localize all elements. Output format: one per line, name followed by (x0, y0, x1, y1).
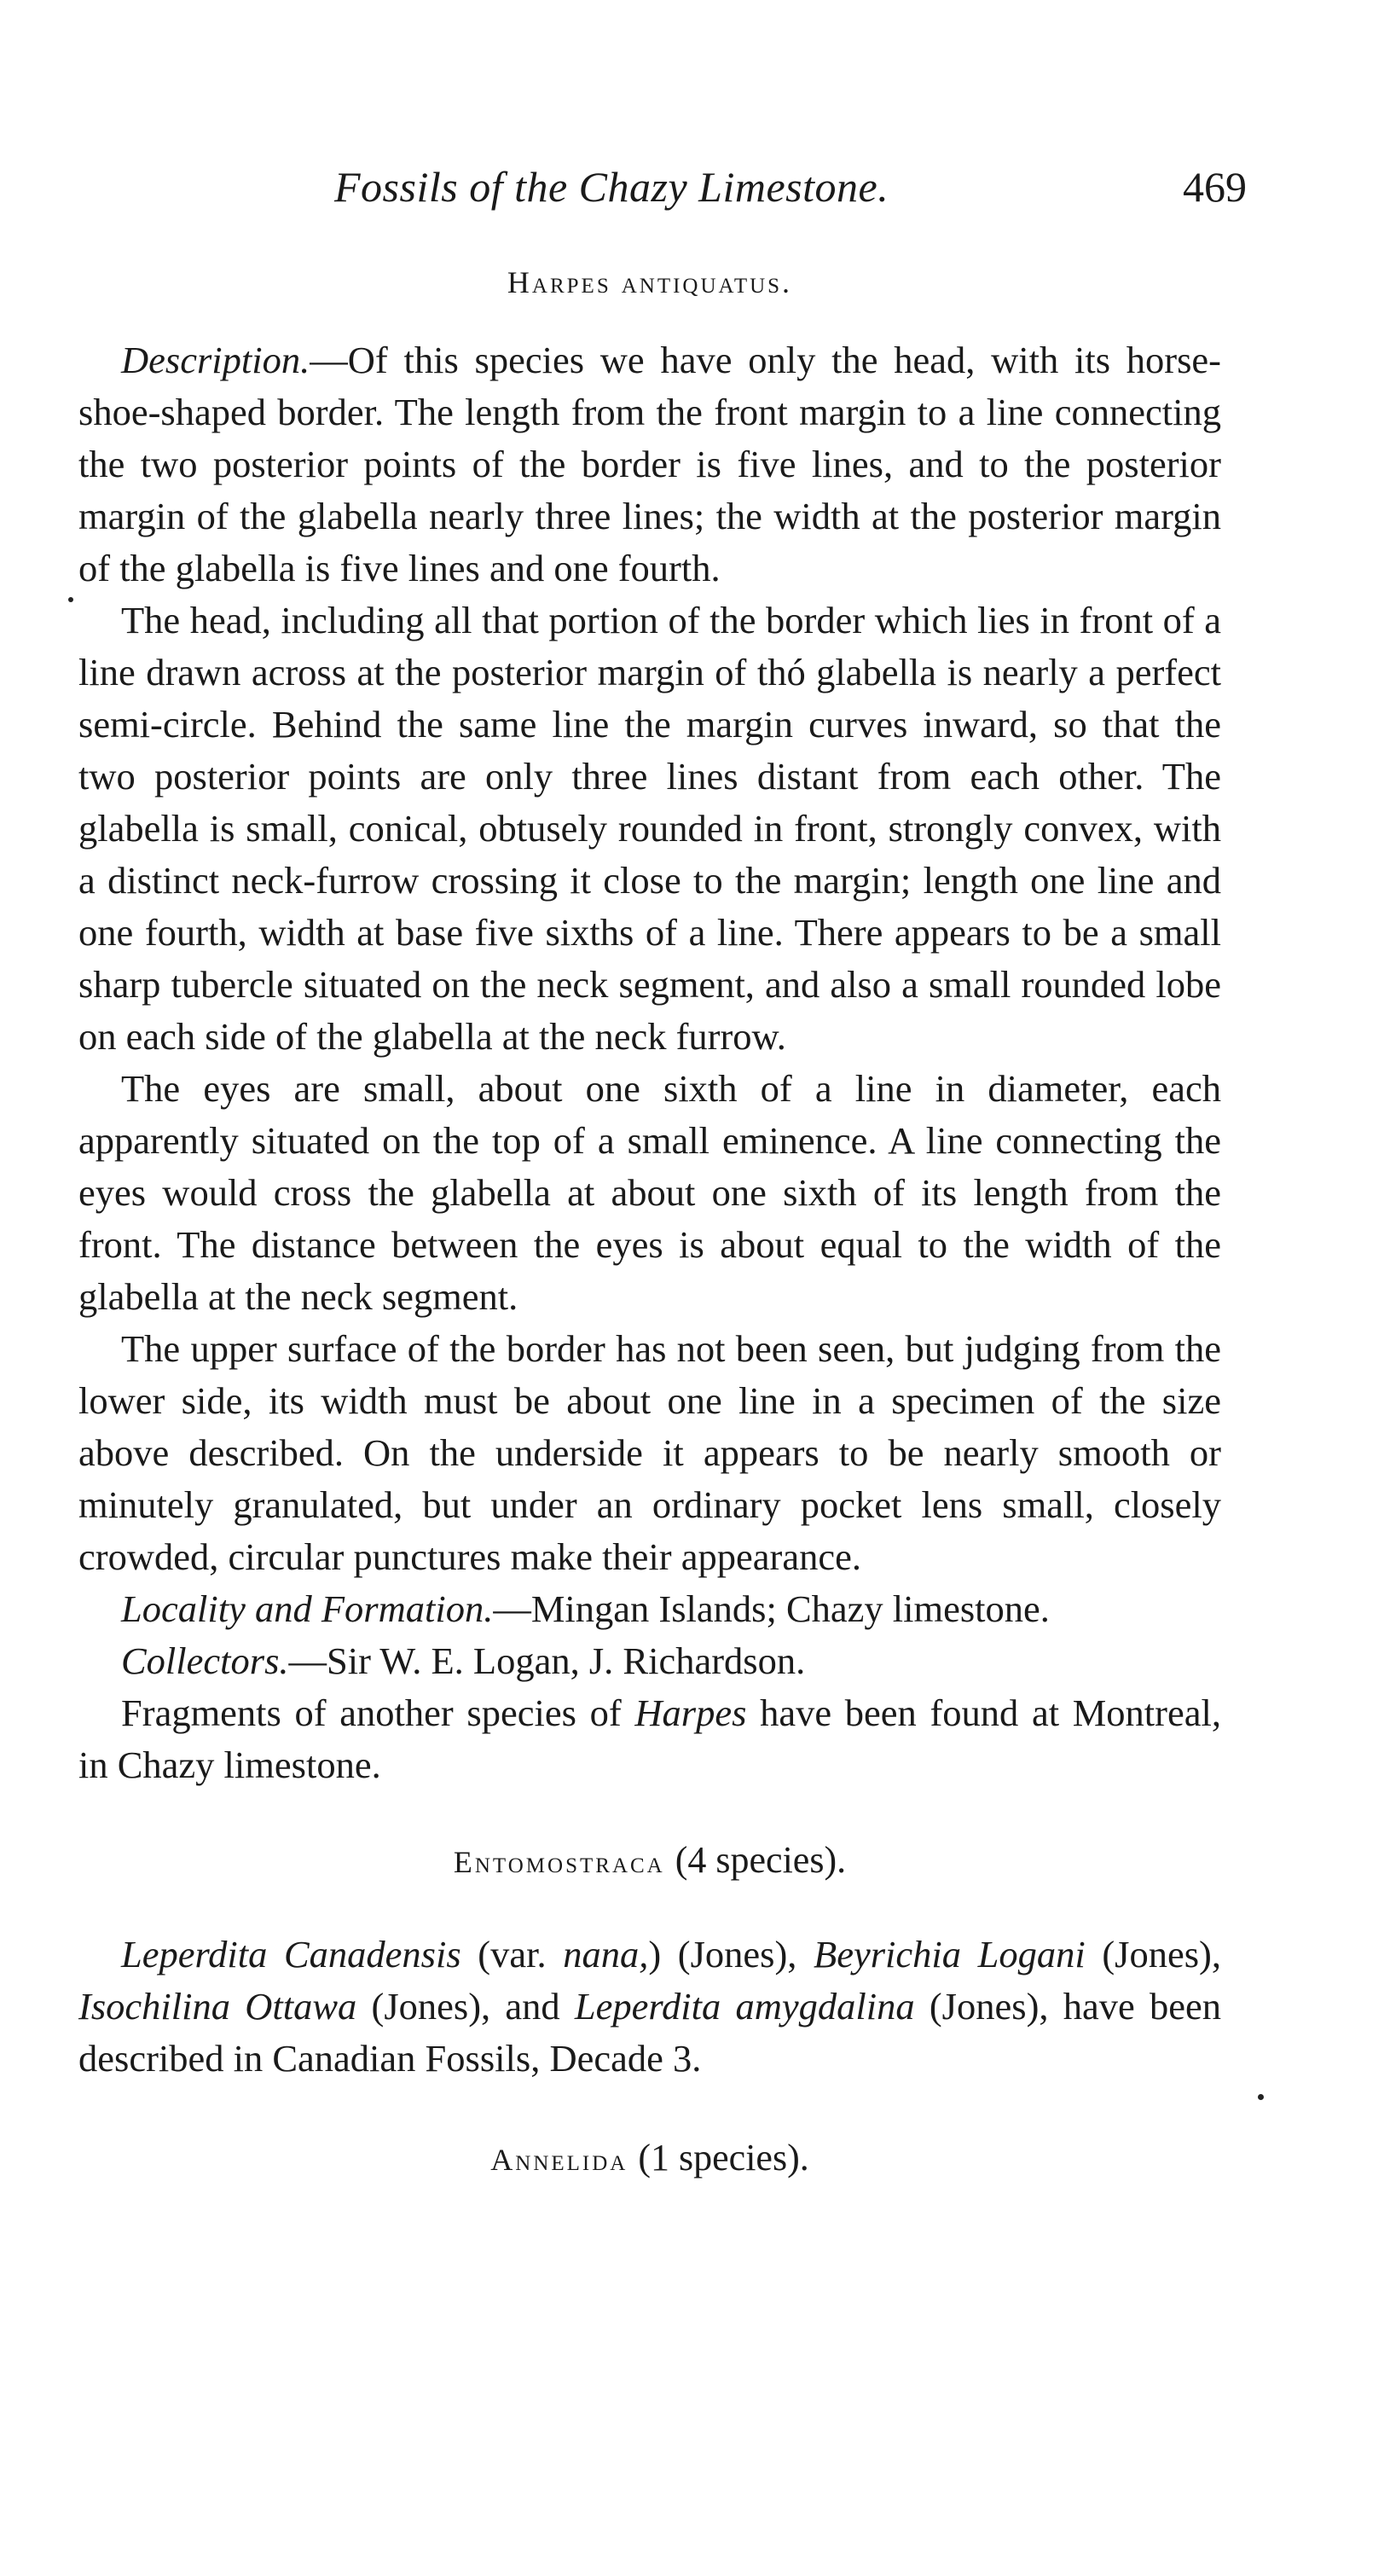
page-number: 469 (1183, 163, 1247, 211)
species-3: Isochilina Ottawa (78, 1985, 357, 2028)
harpes-title: Harpes antiquatus. (507, 265, 793, 299)
fragments-paragraph (78, 1687, 1221, 1791)
species-1-var: nana, (563, 1933, 649, 1976)
species-2-after: (Jones), (1085, 1933, 1221, 1976)
description-paragraph (78, 334, 1221, 595)
species-2: Beyrichia Logani (814, 1933, 1086, 1976)
section-heading-entomostraca (78, 1838, 1221, 1882)
section-heading-harpes (78, 264, 1221, 300)
species-3-after: (Jones), and (356, 1985, 575, 2028)
page-body (78, 162, 1247, 2213)
section-heading-annelida (78, 2136, 1221, 2179)
locality-paragraph (78, 1583, 1221, 1635)
running-head (78, 162, 1247, 239)
collectors-paragraph (78, 1635, 1221, 1687)
fragments-genus: Harpes (634, 1691, 747, 1734)
description-label: Description. (121, 339, 310, 381)
annelida-title: Annelida (490, 2143, 628, 2177)
locality-label: Locality and Formation. (121, 1587, 494, 1630)
entomostraca-count: (4 species). (675, 1839, 847, 1881)
locality-text: —Mingan Islands; Chazy limestone. (493, 1587, 1050, 1630)
surface-paragraph: The upper surface of the border has not been seen, but judging from the lower side, its width must be about one line in a specimen of the size above described. On the underside it appears to be nearly smooth or minutely granulated, but under an ordinary pocket lens small, closely crowded, circular punctures make their appearance. (78, 1327, 1221, 1578)
eyes-paragraph: The eyes are small, about one sixth of a line in diameter, each apparently situated on the top of a small eminence. A line connecting the eyes would cross the glabella at about one sixth of its length from the front. The distance between the eyes is about equal to the width of the glabella at the neck segment. (78, 1067, 1221, 1318)
description-text: —Of this species we have only the head, with its horse-shoe-shaped border. The length from the front margin to a line connecting the two posterior points of the border is five lines, and to the posterior margin of the glabella nearly three lines; the width at the posterior margin of the glabella is five lines and one fourth. (78, 339, 1221, 589)
annelida-count: (1 species). (638, 2137, 809, 2179)
collectors-text: —Sir W. E. Logan, J. Richardson. (288, 1639, 806, 1682)
fragments-after: have been found at Montreal, in Chazy limestone. (78, 1691, 1221, 1786)
species-1-var-close: ) (Jones), (648, 1933, 814, 1976)
collectors-label: Collectors. (121, 1639, 289, 1682)
fragments-before: Fragments of another species of (121, 1691, 635, 1734)
scan-speck-1 (68, 597, 73, 602)
entomostraca-paragraph (78, 1929, 1221, 2085)
head-paragraph: The head, including all that portion of the border which lies in front of a line drawn across at the posterior margin of thó glabella is nearly a perfect semi-circle. Behind the same line the margin curves inward, so that the two posterior points are only three lines distant from each other. The glabella is small, conical, obtusely rounded in front, strongly convex, with a distinct neck-furrow crossing it close to the margin; length one line and one fourth, width at base five sixths of a line. There appears to be a small sharp tubercle situated on the neck segment, and also a small rounded lobe on each side of the glabella at the neck furrow. (78, 599, 1221, 1058)
species-1: Leperdita Canadensis (121, 1933, 461, 1976)
species-1-var-open: (var. (460, 1933, 564, 1976)
running-title: Fossils of the Chazy Limestone. (334, 163, 889, 211)
species-4: Leperdita amygdalina (574, 1985, 915, 2028)
species-4-after: (Jones), have been described in Canadian Fossils, Decade 3. (78, 1985, 1221, 2080)
entomostraca-title: Entomostraca (453, 1845, 665, 1879)
scan-speck-2 (1258, 2094, 1264, 2100)
